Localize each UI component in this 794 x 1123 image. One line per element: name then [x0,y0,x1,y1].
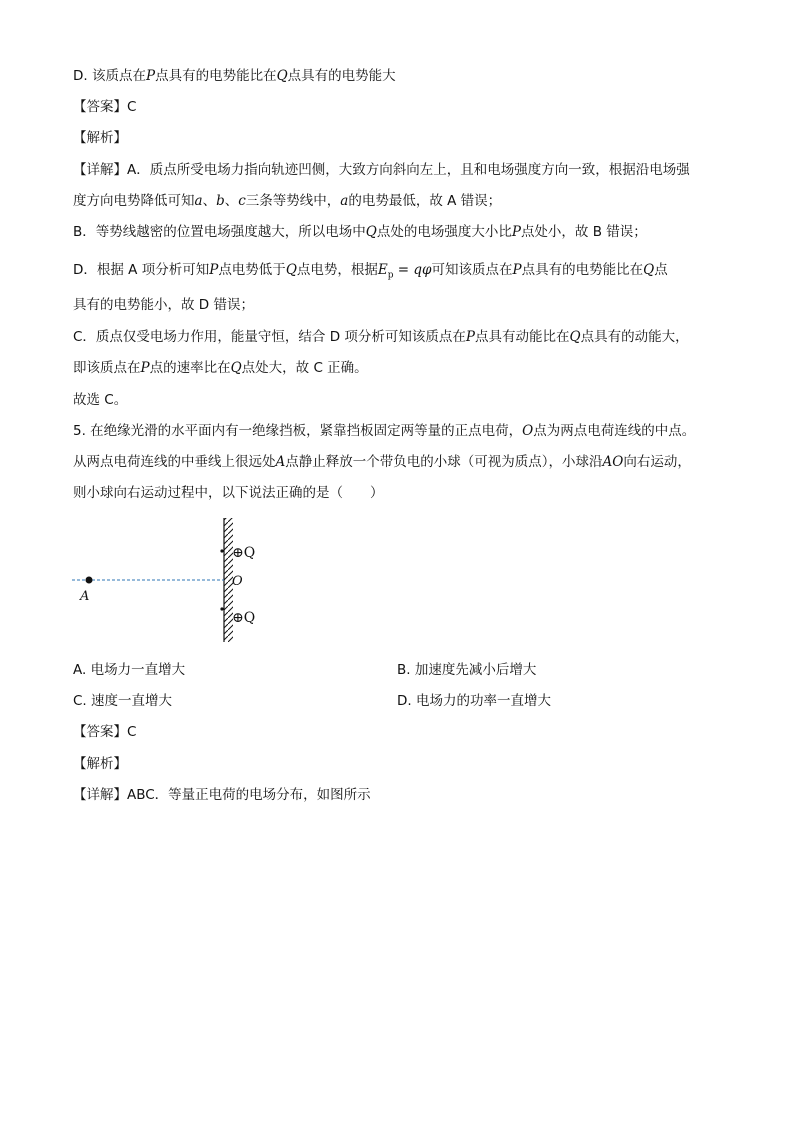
var-p: P [511,224,521,240]
q5-figure [60,510,280,650]
text: 三条等势线中， [245,193,341,209]
text: B．等势线越密的位置电场强度越大，所以电场中 [73,224,366,240]
text: 点处大，故 C 正确。 [241,360,368,376]
text: 点电势低于 [218,262,286,278]
q5-analysis: 【解析】 [73,756,127,772]
analysis-heading: 【解析】 [73,130,127,146]
detail-d-line2: 具有的电势能小，故 D 错误； [73,297,254,313]
text: 从两点电荷连线的中垂线上很远处 [73,454,276,470]
var-a: A [275,454,286,470]
text: C．质点仅受电场力作用，能量守恒，结合 D 项分析可知该质点在 [73,329,466,345]
option-b: B. 加速度先减小后增大 [397,662,537,678]
text: 可知该质点在 [431,262,513,278]
text: 【详解】A．质点所受电场力指向轨迹凹侧，大致方向斜向左上，且和电场强度方向一致，根据沿电场强 [73,162,690,178]
charge-top-label: ⊕Q [232,545,256,561]
var-p: P [140,360,150,376]
answer-line: 【答案】C [73,99,137,115]
var-b: b [216,193,225,209]
var-ao: AO [602,454,624,470]
text: 点具有的动能大， [580,329,689,345]
var-a: a [340,193,349,209]
text: 点静止释放一个带负电的小球（可视为质点），小球沿 [285,454,603,470]
text: 点具有的电势能大 [287,68,396,84]
charge-dot-bottom [220,607,223,610]
text: D．根据 A 项分析可知 [73,262,210,278]
q5-line3: 则小球向右运动过程中，以下说法正确的是（ ） [73,485,384,501]
var-o: O [522,423,534,439]
label-o: O [232,574,243,589]
text: 点具有的电势能比在 [521,262,644,278]
formula [377,262,432,281]
var-p: P [145,68,156,84]
text: 、 [224,193,239,209]
charge-bottom-label: ⊕Q [232,610,256,626]
text: 点处的电场强度大小比 [376,224,512,240]
detail-a-line2 [73,192,501,210]
var-c: c [238,193,246,209]
text: 点具有动能比在 [475,329,570,345]
text: 度方向电势降低可知 [73,193,195,209]
text: 点的速率比在 [149,360,231,376]
var-p: P [465,329,475,345]
q5-detail: 【详解】ABC．等量正电荷的电场分布，如图所示 [73,787,371,803]
detail-d-line1 [73,261,668,285]
q5-line2 [73,453,691,471]
option-c: C. 速度一直增大 [73,693,173,709]
text: 点具有的电势能比在 [155,68,277,84]
formula-rest: = qφ [393,262,432,278]
var-q: Q [569,329,581,345]
text: 点为两点电荷连线的中点。 [533,423,696,439]
text: 、 [202,193,217,209]
q5-answer: 【答案】C [73,724,137,740]
formula-e: E [377,262,388,278]
text: 向右运动， [623,454,691,470]
q5-line1 [73,422,695,440]
option-d: D. 电场力的功率一直增大 [397,693,551,709]
var-p: P [512,262,522,278]
detail-c-line2 [73,359,368,377]
var-a: a [194,193,203,209]
var-q: Q [230,360,242,376]
var-p: P [209,262,219,278]
option-d-line [73,67,396,85]
detail-c-line1 [73,328,689,346]
text: D. 该质点在 [73,68,146,84]
text: 点电势，根据 [296,262,378,278]
conclusion-line: 故选 C。 [73,392,128,408]
var-q: Q [276,68,288,84]
var-q: Q [365,224,377,240]
option-a: A. 电场力一直增大 [73,662,186,678]
text: 的电势最低，故 A 错误； [348,193,502,209]
detail-a-line1 [73,161,690,179]
text: 5. 在绝缘光滑的水平面内有一绝缘挡板，紧靠挡板固定两等量的正点电荷， [73,423,523,439]
detail-b-line [73,223,647,241]
var-q: Q [285,262,297,278]
text: 点 [654,262,668,278]
label-a: A [80,589,90,604]
text: 即该质点在 [73,360,141,376]
text: 点处小，故 B 错误； [520,224,647,240]
ball-a [86,577,93,584]
var-q: Q [643,262,655,278]
formula-sub: p [387,270,394,281]
charge-dot-top [220,549,223,552]
